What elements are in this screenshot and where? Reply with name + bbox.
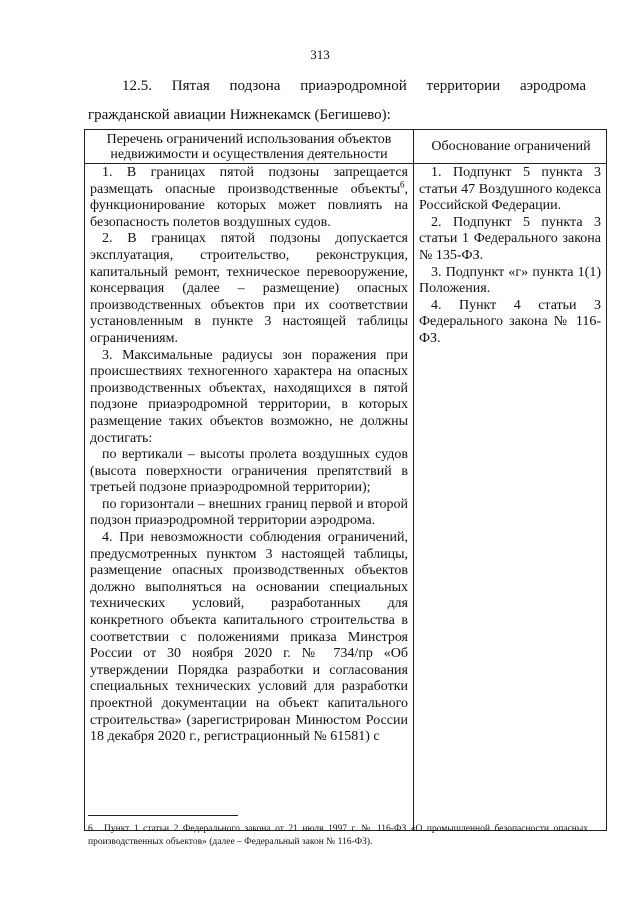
restriction-item-3-horizontal: по горизонтали – внешних границ первой и второй подзон приаэродромной территории аэродрома. [90, 496, 408, 529]
table-header-justification: Обоснование ограничений [431, 139, 591, 154]
footnote [88, 823, 588, 849]
justification-item-3: 3. Подпункт «г» пункта 1(1) Положения. [419, 264, 601, 297]
table-header-divider [85, 163, 606, 164]
restriction-item-1-text: 1. В границах пятой подзоны запрещается размещать опасные производственные объекты [90, 165, 408, 197]
restriction-item-3-vertical: по вертикали – высоты пролета воздушных судов (высота поверхности ограничения препятствий в третьей подзоне приаэродромной территории); [90, 447, 408, 496]
footnote-mark: 6 [88, 824, 93, 834]
restriction-item-1-continuation: функционирование которых может повлиять на безопасность полетов воздушных судов. [90, 198, 408, 230]
justification-item-1: 1. Подпункт 5 пункта 3 статьи 47 Воздушного кодекса Российской Федерации. [419, 165, 601, 214]
restriction-item-3: 3. Максимальные радиусы зон поражения при происшествиях техногенного характера на опасных производственных объектах, находящихся в пятой подзоне приаэродромной территории, в которых размещение таких объектов возможно, не должны достигать: [90, 347, 408, 446]
justification-item-2: 2. Подпункт 5 пункта 3 статьи 1 Федерального закона № 135-ФЗ. [419, 214, 601, 263]
footnote-text: Пункт 1 статьи 2 Федерального закона от 21 июля 1997 г. № 116-ФЗ «О промышленной безопасности опасных производственных объектов» (далее – Федеральный закон № 116-ФЗ). [88, 824, 588, 847]
restrictions-table [84, 129, 607, 831]
restriction-item-4: 4. При невозможности соблюдения ограничений, предусмотренных пунктом 3 настоящей таблицы, размещение опасных производственных объектов должно выполняться на основании специальных технических условий, разработанных для конкретного объекта капитального строительства в соответствии с положениями приказа Минстроя России от 30 ноября 2020 г. № 734/пр «Об утверждении Порядка разработки и согласования специальных технических условий для разработки проектной документации на объект капитального строительства» (зарегистрирован Минюстом России 18 декабря 2020 г., регистрационный № 61581) с [90, 530, 408, 745]
footnote-separator [88, 815, 238, 816]
restrictions-column [90, 165, 408, 746]
section-heading [88, 72, 586, 130]
restriction-item-2: 2. В границах пятой подзоны допускается эксплуатация, строительство, реконструкция, капитальный ремонт, техническое перевооружение, консервация (далее – размещение) опасных производственных объектов при их соответствии установленным в пункте 3 настоящей таблицы ограничениям. [90, 231, 408, 346]
section-heading-line-2: гражданской авиации Нижнекамск (Бегишево): [88, 107, 391, 123]
section-heading-line-1: 12.5. Пятая подзона приаэродромной территории аэродрома [122, 78, 586, 94]
justification-item-4: 4. Пункт 4 статьи 3 Федерального закона № 116-ФЗ. [419, 297, 601, 346]
restriction-item-1: 1. В границах пятой подзоны запрещается размещать опасные производственные объекты$^6$, функционирование которых может повлиять на безопасность полетов воздушных судов. [90, 165, 408, 230]
footnote-reference: 6 [400, 178, 405, 189]
justifications-column [419, 165, 601, 348]
page-number: 313 [310, 47, 330, 62]
table-header-restrictions: Перечень ограничений использования объектов недвижимости и осуществления деятельности [106, 131, 392, 162]
table-column-divider [413, 130, 414, 830]
